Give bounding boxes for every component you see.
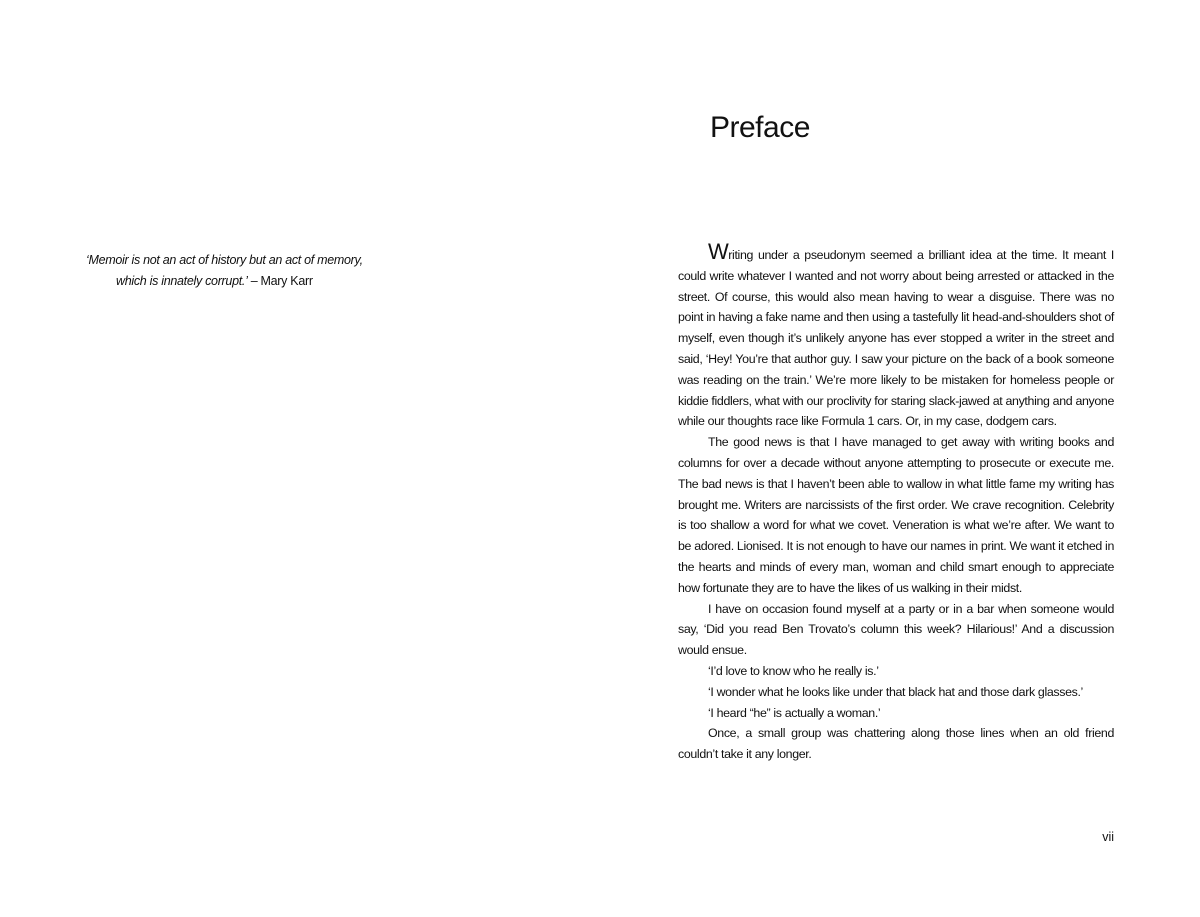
epigraph-quote-end: which is innately corrupt.’: [116, 274, 248, 288]
paragraph-1: [678, 239, 1114, 432]
epigraph: [86, 250, 406, 292]
epigraph-line-2: [86, 271, 406, 292]
chapter-title: Preface: [710, 111, 810, 144]
paragraph-1-text: riting under a pseudonym seemed a brilliant idea at the time. It meant I could write whatever I wanted and not worry about being arrested or attacked in the street. Of course, this would also mean having to wear a disguise. There was no point in having a fake name and then using a tastefully lit head-and-shoulders shot of myself, even though it’s unlikely anyone has ever stopped a writer in the street and said, ‘Hey! You’re that author guy. I saw your picture on the back of a book someone was reading on the train.’ We’re more likely to be mistaken for homeless people or kiddie fiddlers, what with our proclivity for staring slack-jawed at anything and anyone while our thoughts race like Formula 1 cars. Or, in my case, dodgem cars.: [678, 248, 1114, 429]
epigraph-attribution: – Mary Karr: [247, 274, 313, 288]
body-text: [678, 239, 1114, 765]
paragraph-2: The good news is that I have managed to get away with writing books and columns for over a decade without anyone attempting to prosecute or execute me. The bad news is that I haven’t been able to wallow in what little fame my writing has brought me. Writers are narcissists of the first order. We crave recognition. Celebrity is too shallow a word for what we covet. Veneration is what we’re after. We want to be adored. Lionised. It is not enough to have our names in print. We want it etched in the hearts and minds of every man, woman and child smart enough to appreciate how fortunate they are to have the likes of us walking in their midst.: [678, 435, 1114, 595]
right-page: [600, 0, 1200, 917]
paragraph-5: ‘I wonder what he looks like under that black hat and those dark glasses.’: [708, 684, 1083, 699]
drop-cap: W: [708, 239, 729, 264]
paragraph-3: I have on occasion found myself at a party or in a bar when someone would say, ‘Did you read Ben Trovato’s column this week? Hilarious!’ And a discussion would ensue.: [678, 601, 1114, 658]
epigraph-line-1: ‘Memoir is not an act of history but an act of memory,: [86, 253, 363, 267]
paragraph-4: ‘I’d love to know who he really is.’: [708, 663, 879, 678]
page-number: vii: [1102, 830, 1114, 844]
paragraph-7: Once, a small group was chattering along those lines when an old friend couldn’t take it any longer.: [678, 726, 1114, 762]
paragraph-6: ‘I heard “he” is actually a woman.’: [708, 705, 881, 720]
